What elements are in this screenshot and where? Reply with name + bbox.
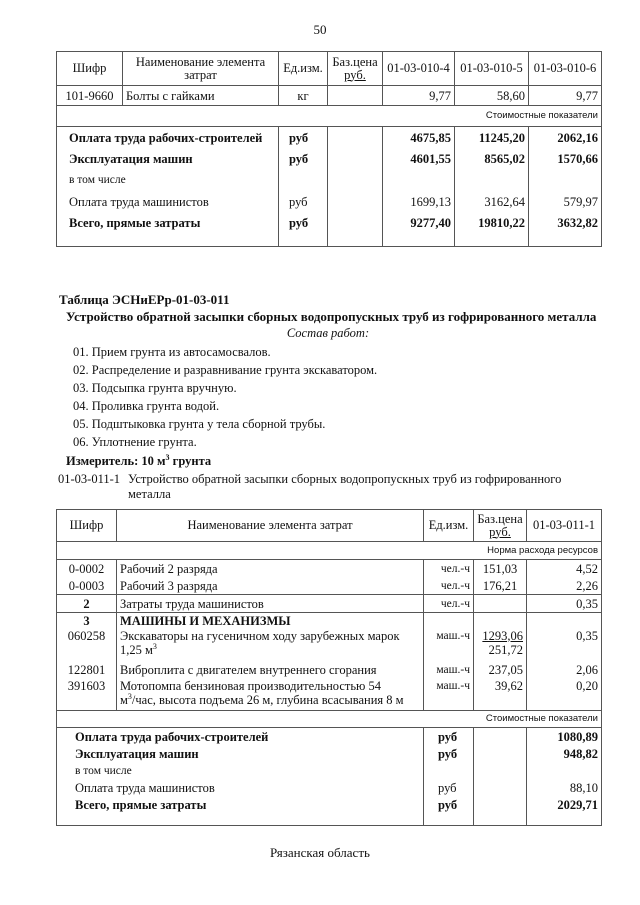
name-sup: 3 [152,641,157,651]
row-unit: чел.-ч [424,560,474,578]
empty-cell [474,763,527,780]
header-norm-011-1: 01-03-011-1 [527,510,602,542]
cost-unit: руб [424,797,474,814]
empty-cell [328,191,383,213]
machines-header-row [57,613,602,629]
work-item: 05. Подштыковка грунта у тела сборной трубы. [73,417,326,431]
cost-table-01-03-010 [56,51,602,247]
header-price-line1: Баз.цена [477,511,523,526]
cost-unit: руб [279,191,328,213]
table-row [57,127,602,149]
header-name-line1: Наименование элемента [135,54,266,69]
name-line2 [120,693,420,707]
table-row [57,86,602,106]
empty-cell [474,780,527,797]
meter-text: Измеритель: 10 м [66,454,166,468]
table-row [57,728,602,746]
name-line1: Мотопомпа бензиновая производительностью 54 [120,678,382,693]
cost-name: в том числе [57,763,424,780]
table1-header-row [57,52,602,86]
row-unit: чел.-ч [424,578,474,595]
cost-value: 2062,16 [529,127,602,149]
meter-sup: 3 [165,452,170,462]
cost-value: 1080,89 [527,728,602,746]
row-price: 237,05 [474,661,527,679]
table-row [57,560,602,578]
row-value: 9,77 [529,86,602,106]
table-row [57,170,602,191]
row-price [474,595,527,613]
cost-unit: руб [279,213,328,233]
work-items-list [73,345,377,453]
cost-name: Оплата труда машинистов [57,191,279,213]
cost-value: 8565,02 [455,149,529,170]
cost-name: Всего, прямые затраты [57,797,424,814]
row-name: Рабочий 3 разряда [117,578,424,595]
work-item: 03. Подсыпка грунта вручную. [73,381,237,395]
price-numerator: 1293,06 [482,628,523,643]
name-text: 1,25 м [120,642,153,657]
empty-cell [474,613,527,629]
empty-cell [529,233,602,247]
section-label-row [57,106,602,127]
table-bottom-row [57,814,602,826]
machines-heading: МАШИНЫ И МЕХАНИЗМЫ [117,613,424,629]
empty-cell [527,814,602,826]
table-bottom-row [57,233,602,247]
empty-cell [529,170,602,191]
row-code: 0-0002 [57,560,117,578]
row-code: 3 [57,613,117,629]
cost-value: 1570,66 [529,149,602,170]
empty-cell [455,170,529,191]
cost-value: 11245,20 [455,127,529,149]
empty-cell [527,613,602,629]
row-code: 391603 [57,679,117,711]
row-price [474,629,527,661]
row-value: 0,20 [527,679,602,711]
cost-value: 9277,40 [383,213,455,233]
cost-value: 2029,71 [527,797,602,814]
row-name [117,629,424,661]
row-code: 122801 [57,661,117,679]
header-price-line2: руб. [489,524,511,539]
work-item: 01. Прием грунта из автосамосвалов. [73,345,271,359]
header-price-line2: руб. [344,67,366,82]
cost-name: Оплата труда машинистов [57,780,424,797]
empty-cell [383,233,455,247]
header-base-price [328,52,383,86]
header-name: Наименование элемента затрат [117,510,424,542]
table-row [57,595,602,613]
cost-unit: руб [279,127,328,149]
row-price: 151,03 [474,560,527,578]
row-value: 2,26 [527,578,602,595]
row-unit: маш.-ч [424,679,474,711]
cost-table-01-03-011 [56,509,602,826]
row-code: 0-0003 [57,578,117,595]
row-price [328,86,383,106]
price-denominator: 251,72 [488,642,523,657]
empty-cell [328,213,383,233]
table-row [57,629,602,661]
empty-cell [57,814,424,826]
norm-desc-line2: металла [128,487,171,501]
row-code: 060258 [57,629,117,661]
table-row [57,746,602,763]
cost-name: Эксплуатация машин [57,746,424,763]
norm-label-row [57,542,602,560]
cost-name: Эксплуатация машин [57,149,279,170]
empty-cell [383,170,455,191]
name-text: м [120,692,128,707]
table-row [57,763,602,780]
cost-unit: руб [424,746,474,763]
empty-cell [474,746,527,763]
row-price: 39,62 [474,679,527,711]
cost-value: 88,10 [527,780,602,797]
header-name-line2: затрат [184,67,217,82]
table2-header-row [57,510,602,542]
cost-name: Оплата труда рабочих-строителей [57,728,424,746]
header-unit: Ед.изм. [279,52,328,86]
header-code: Шифр [57,510,117,542]
row-code: 101-9660 [57,86,123,106]
table-code: Таблица ЭСНиЕРр-01-03-011 [59,292,230,307]
row-unit: маш.-ч [424,629,474,661]
row-name: Рабочий 2 разряда [117,560,424,578]
cost-unit: руб [424,780,474,797]
empty-cell [455,233,529,247]
page-number: 50 [313,22,327,37]
empty-cell [474,728,527,746]
row-value: 58,60 [455,86,529,106]
row-value: 9,77 [383,86,455,106]
row-unit: чел.-ч [424,595,474,613]
table-row [57,661,602,679]
row-name: Болты с гайками [123,86,279,106]
name-line1: Экскаваторы на гусеничном ходу зарубежных марок [120,628,400,643]
cost-value: 579,97 [529,191,602,213]
meter-label [66,454,211,469]
cost-name: Всего, прямые затраты [57,213,279,233]
header-base-price [474,510,527,542]
empty-cell [279,233,328,247]
row-value: 2,06 [527,661,602,679]
header-unit: Ед.изм. [424,510,474,542]
norm-label: Норма расхода ресурсов [57,542,602,560]
cost-value: 4675,85 [383,127,455,149]
empty-cell [279,170,328,191]
cost-name: Оплата труда рабочих-строителей [57,127,279,149]
row-name [117,679,424,711]
row-value: 0,35 [527,595,602,613]
section-label-row [57,711,602,728]
row-name: Виброплита с двигателем внутреннего сгорания [117,661,424,679]
page-footer-region: Рязанская область [270,845,370,860]
header-norm-010-4: 01-03-010-4 [383,52,455,86]
row-value: 0,35 [527,629,602,661]
name-line2 [120,643,420,657]
empty-cell [57,233,279,247]
empty-cell [328,149,383,170]
table-row [57,149,602,170]
cost-name: в том числе [57,170,279,191]
table-row [57,679,602,711]
header-name [123,52,279,86]
table-row [57,578,602,595]
header-norm-010-6: 01-03-010-6 [529,52,602,86]
table-row [57,797,602,814]
empty-cell [527,763,602,780]
section-title: Устройство обратной засыпки сборных водопропускных труб из гофрированного металла [66,309,597,324]
empty-cell [424,613,474,629]
row-code: 2 [57,595,117,613]
work-item: 02. Распределение и разравнивание грунта экскаватором. [73,363,378,377]
table-row [57,780,602,797]
norm-code: 01-03-011-1 [58,472,121,486]
norm-desc-line1: Устройство обратной засыпки сборных водопропускных труб из гофрированного [128,472,562,486]
cost-value: 948,82 [527,746,602,763]
empty-cell [328,233,383,247]
cost-unit: руб [424,728,474,746]
header-code: Шифр [57,52,123,86]
empty-cell [328,170,383,191]
cost-value: 4601,55 [383,149,455,170]
header-norm-010-5: 01-03-010-5 [455,52,529,86]
meter-suffix: грунта [169,454,212,468]
row-value: 4,52 [527,560,602,578]
empty-cell [474,797,527,814]
cost-value: 19810,22 [455,213,529,233]
empty-cell [424,763,474,780]
work-item: 06. Уплотнение грунта. [73,435,197,449]
header-price-line1: Баз.цена [332,54,378,69]
row-price: 176,21 [474,578,527,595]
name-sup: 3 [127,691,132,701]
composition-label: Состав работ: [286,326,370,340]
cost-value: 3632,82 [529,213,602,233]
row-unit: кг [279,86,328,106]
cost-unit: руб [279,149,328,170]
empty-cell [424,814,474,826]
row-unit: маш.-ч [424,661,474,679]
empty-cell [474,814,527,826]
norm-description [128,472,598,502]
section-label: Стоимостные показатели [57,106,602,127]
empty-cell [328,127,383,149]
cost-value: 3162,64 [455,191,529,213]
work-item: 04. Проливка грунта водой. [73,399,220,413]
name-suffix: /час, высота подъема 26 м, глубина всасывания 8 м [131,692,404,707]
section-label: Стоимостные показатели [57,711,602,728]
cost-value: 1699,13 [383,191,455,213]
table-row [57,191,602,213]
table-row [57,213,602,233]
row-name: Затраты труда машинистов [117,595,424,613]
